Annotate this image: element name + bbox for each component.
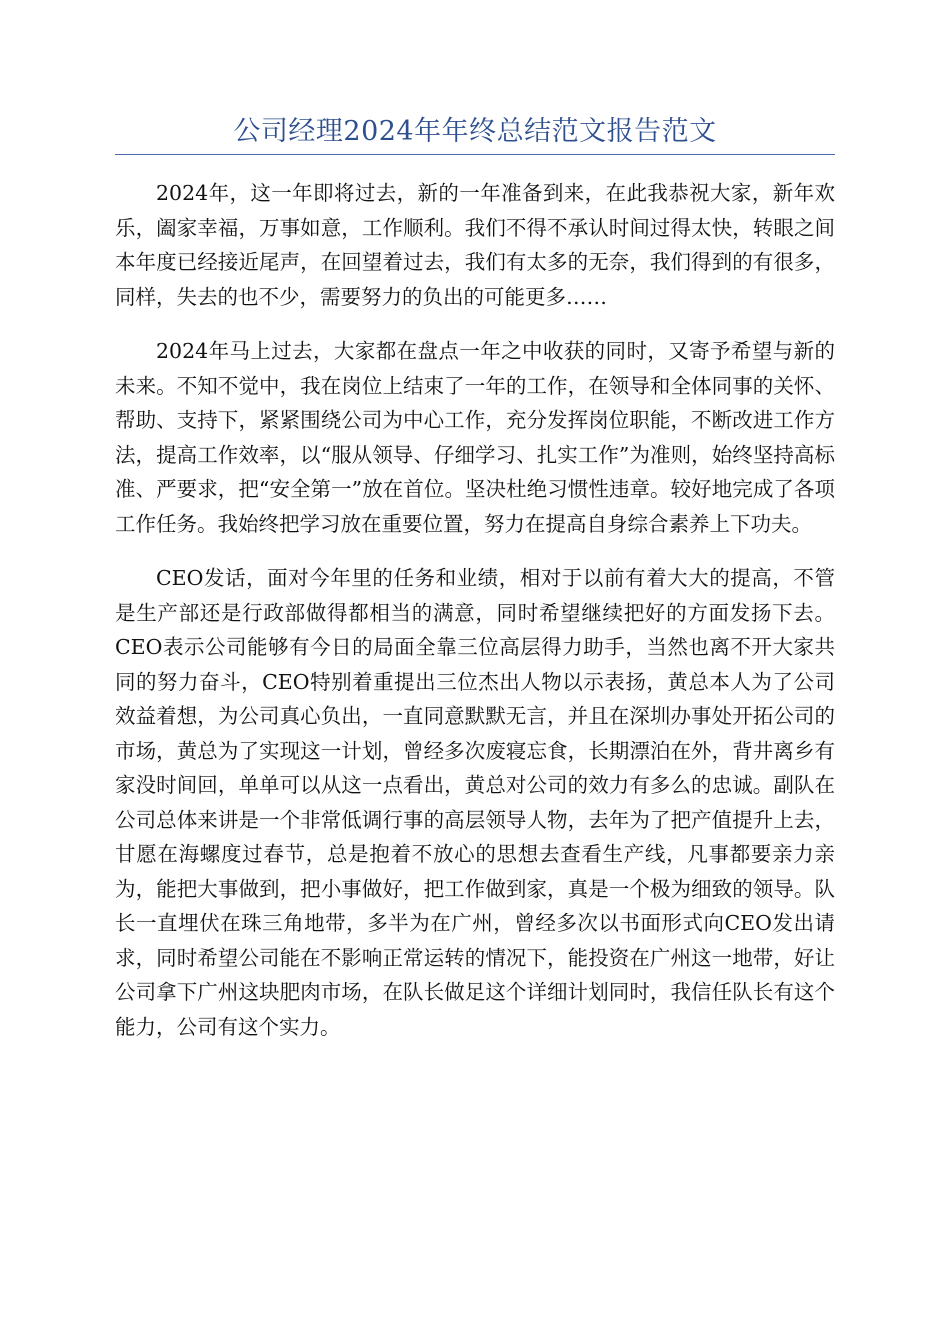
paragraph-ceo-remarks: CEO发话，面对今年里的任务和业绩，相对于以前有着大大的提高，不管是生产部还是行政部做得都相当的满意，同时希望继续把好的方面发扬下去。CEO表示公司能够有今日的局面全靠三位高层得力助手，当然也离不开大家共同的努力奋斗，CEO特别着重提出三位杰出人物以示表扬，黄总本人为了公司效益着想，为公司真心负出，一直同意默默无言，并且在深圳办事处开拓公司的市场，黄总为了实现这一计划，曾经多次废寝忘食，长期漂泊在外，背井离乡有家没时间回，单单可以从这一点看出，黄总对公司的效力有多么的忠诚。副队在公司总体来讲是一个非常低调行事的高层领导人物，去年为了把产值提升上去，甘愿在海螺度过春节，总是抱着不放心的思想去查看生产线，凡事都要亲力亲为，能把大事做到，把小事做好，把工作做到家，真是一个极为细致的领导。队长一直埋伏在珠三角地带，多半为在广州，曾经多次以书面形式向CEO发出请求，同时希望公司能在不影响正常运转的情况下，能投资在广州这一地带，好让公司拿下广州这块肥肉市场，在队长做足这个详细计划同时，我信任队长有这个能力，公司有这个实力。 [115,566,835,1039]
paragraph-work-review: 2024年马上过去，大家都在盘点一年之中收获的同时，又寄予希望与新的未来。不知不觉中，我在岗位上结束了一年的工作，在领导和全体同事的关怀、帮助、支持下，紧紧围绕公司为中心工作，充分发挥岗位职能，不断改进工作方法，提高工作效率，以“服从领导、仔细学习、扎实工作”为准则，始终坚持高标准、严要求，把“安全第一”放在首位。坚决杜绝习惯性违章。较好地完成了各项工作任务。我始终把学习放在重要位置，努力在提高自身综合素养上下功夫。 [115,339,835,536]
title-underline [115,154,835,155]
document-body [115,176,835,1064]
document-title: 公司经理2024年年终总结范文报告范文 [233,116,717,147]
paragraph-intro: 2024年，这一年即将过去，新的一年准备到来，在此我恭祝大家，新年欢乐，阖家幸福，万事如意，工作顺利。我们不得不承认时间过得太快，转眼之间本年度已经接近尾声，在回望着过去，我们有太多的无奈，我们得到的有很多，同样，失去的也不少，需要努力的负出的可能更多…… [115,181,835,309]
